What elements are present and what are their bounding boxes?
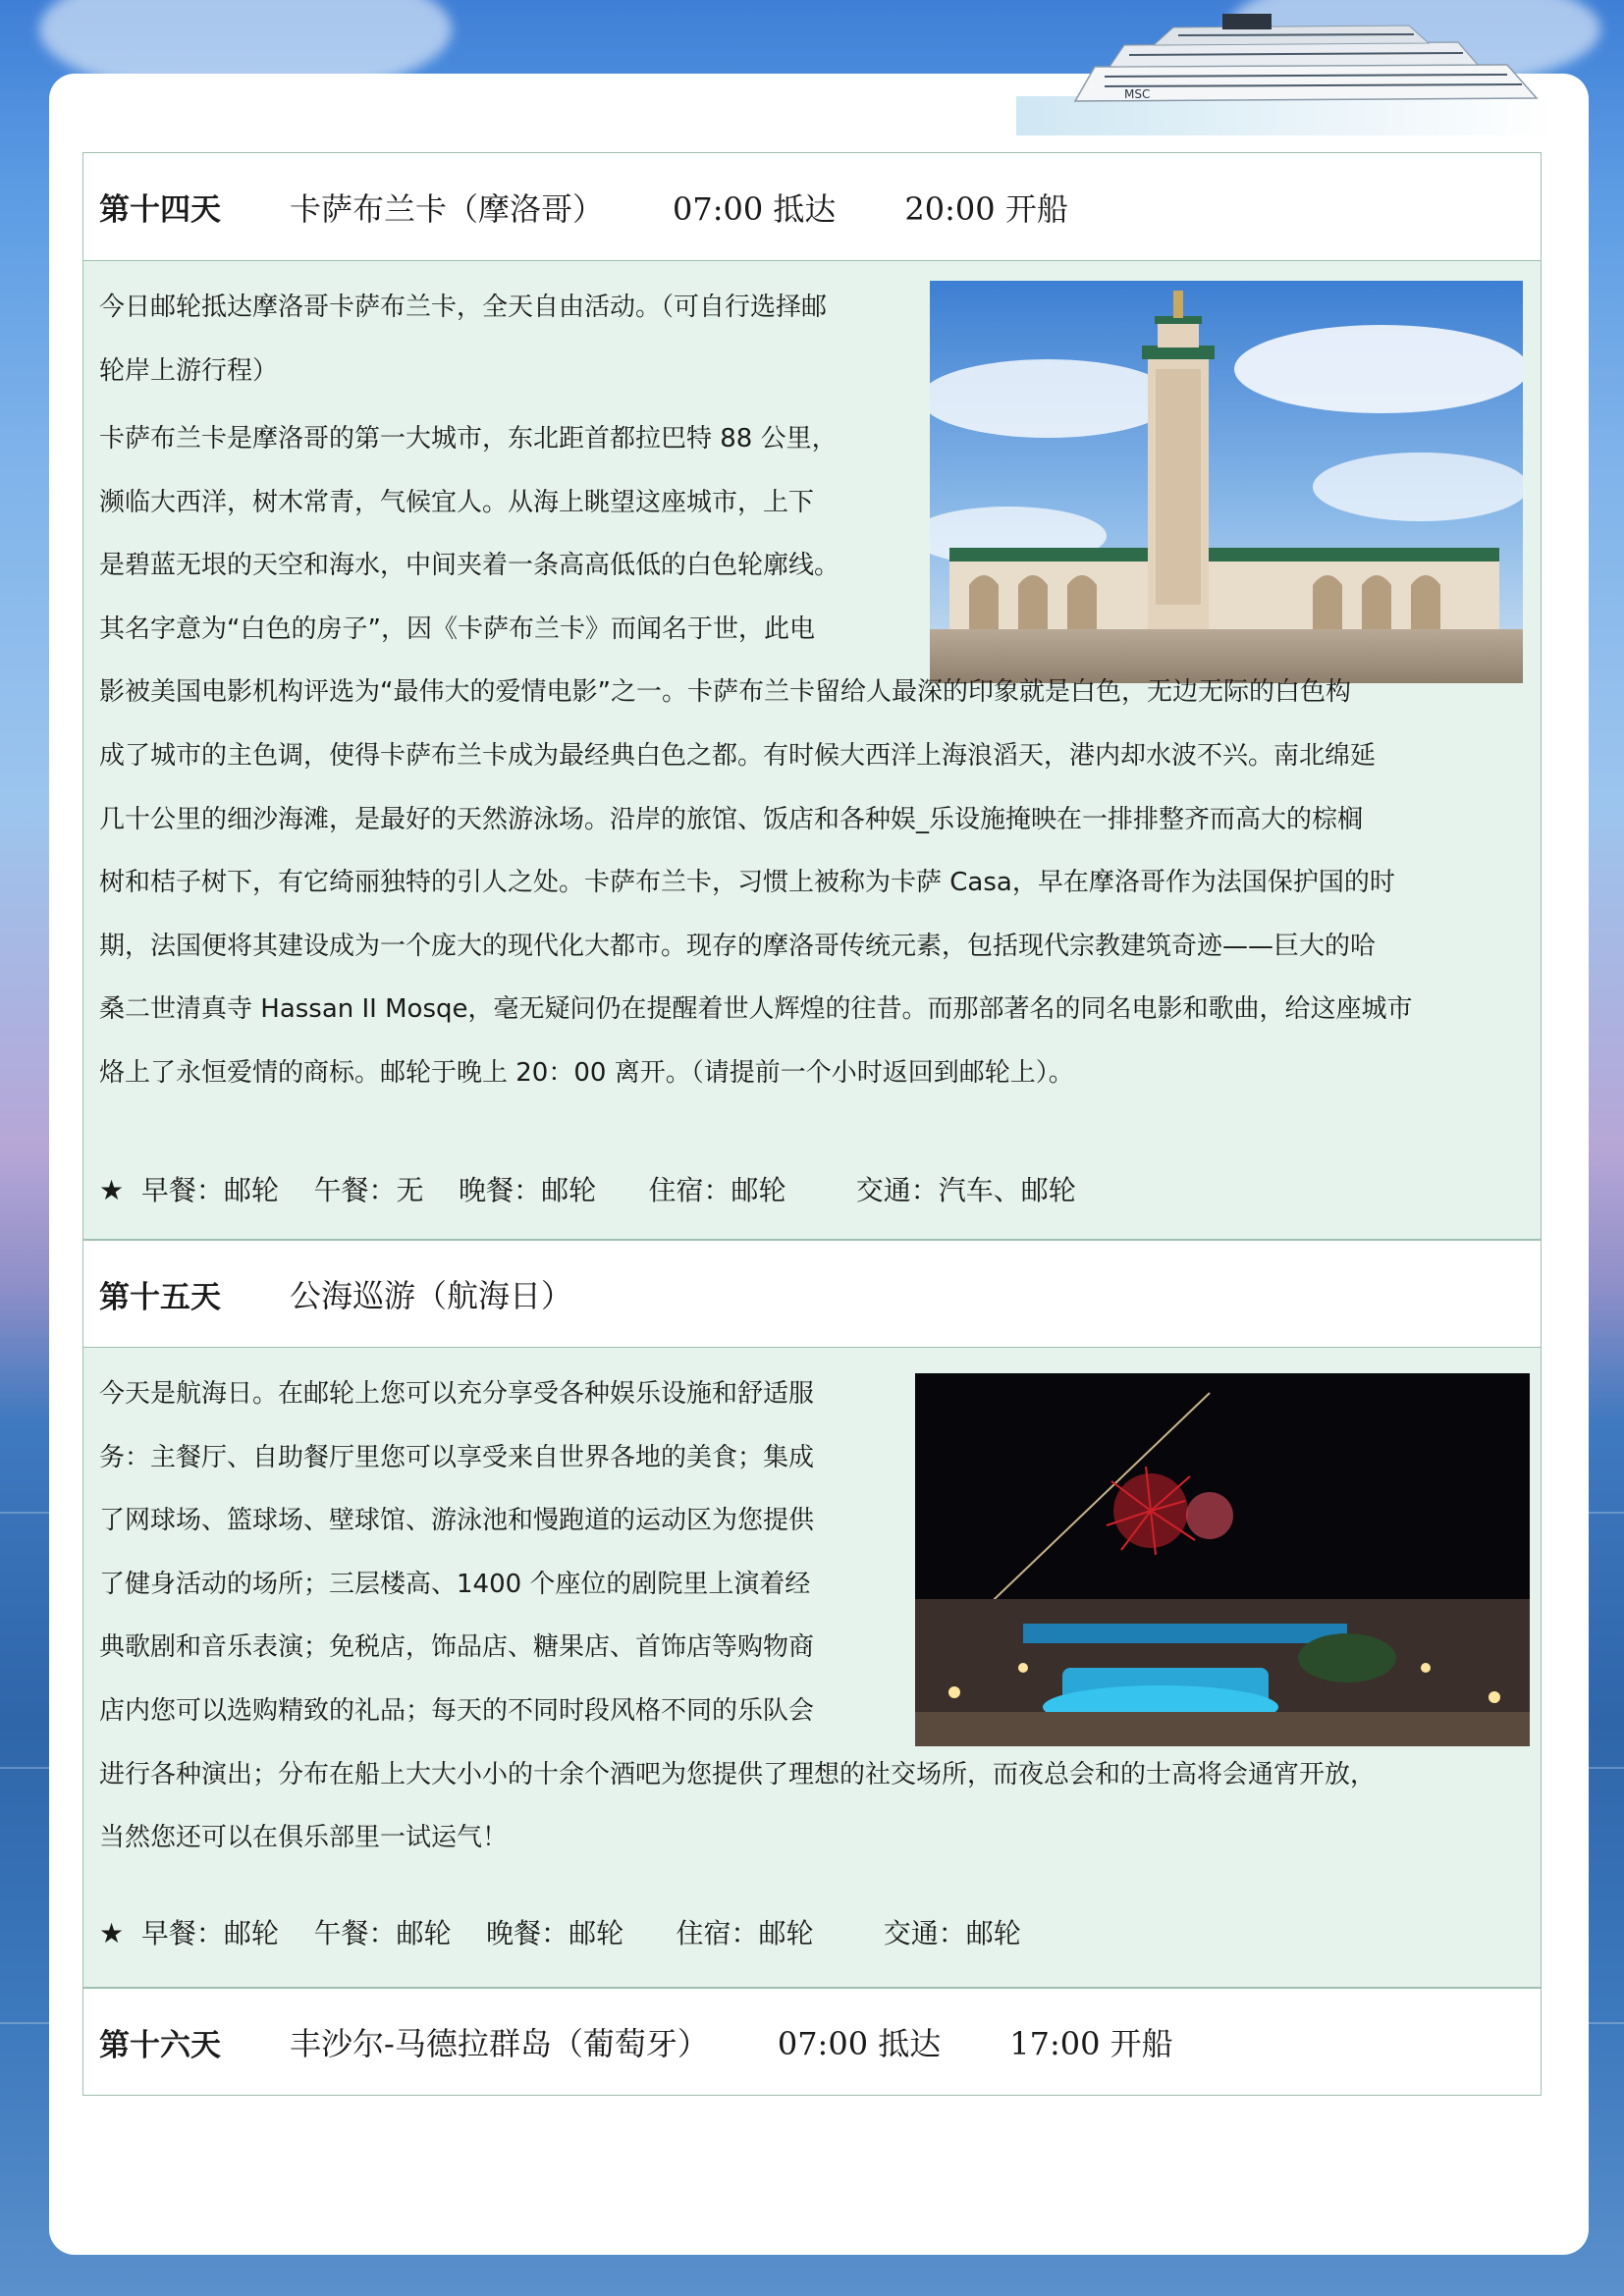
text-line: 其名字意为“白色的房子”，因《卡萨布兰卡》而闻名于世，此电 xyxy=(99,614,815,644)
text-line: 烙上了永恒爱情的商标。邮轮于晚上 20：00 离开。（请提前一个小时返回到邮轮上）。 xyxy=(99,1057,1074,1088)
day-number: 第十五天 xyxy=(99,1279,221,1315)
text-line: 濒临大西洋，树木常青，气候宜人。从海上眺望这座城市，上下 xyxy=(99,487,815,517)
meals-info: ★ 早餐：邮轮 午餐：无 晚餐：邮轮 住宿：邮轮 交通：汽车、邮轮 xyxy=(99,1174,1076,1206)
meals-info: ★ 早餐：邮轮 午餐：邮轮 晚餐：邮轮 住宿：邮轮 交通：邮轮 xyxy=(99,1917,1021,1949)
text-line: 店内您可以选购精致的礼品；每天的不同时段风格不同的乐队会 xyxy=(99,1695,815,1726)
port-name: 丰沙尔-马德拉群岛（葡萄牙） xyxy=(290,2025,709,2062)
text-line: 卡萨布兰卡是摩洛哥的第一大城市，东北距首都拉巴特 88 公里， xyxy=(99,424,838,454)
departure-time: 20:00 开船 xyxy=(904,189,1068,228)
port-name: 卡萨布兰卡（摩洛哥） xyxy=(290,189,605,228)
day-content xyxy=(82,1347,1542,1988)
day-content xyxy=(82,260,1542,1240)
text-line: 务：主餐厅、自助餐厅里您可以享受来自世界各地的美食；集成 xyxy=(99,1442,815,1472)
text-line: 轮岸上游行程） xyxy=(99,355,279,386)
text-line: 是碧蓝无垠的天空和海水，中间夹着一条高高低低的白色轮廓线。 xyxy=(99,551,840,581)
text-line: 典歌剧和音乐表演；免税店，饰品店、糖果店、首饰店等购物商 xyxy=(99,1632,815,1663)
port-name: 公海巡游（航海日） xyxy=(290,1277,573,1314)
text-line: 影被美国电影机构评选为“最伟大的爱情电影”之一。卡萨布兰卡留给人最深的印象就是白色，无边无际的白色构 xyxy=(99,677,1351,708)
day-header xyxy=(82,1988,1542,2096)
svg-text:MSC: MSC xyxy=(1124,87,1151,101)
day-number: 第十六天 xyxy=(99,2027,221,2063)
day-number: 第十四天 xyxy=(99,192,221,228)
text-line: 今日邮轮抵达摩洛哥卡萨布兰卡，全天自由活动。（可自行选择邮 xyxy=(99,293,828,322)
text-line: 树和桔子树下，有它绮丽独特的引人之处。卡萨布兰卡，习惯上被称为卡萨 Casa，早在摩洛哥作为法国保护国的时 xyxy=(99,868,1395,898)
day-header xyxy=(82,1240,1542,1348)
text-line: 期，法国便将其建设成为一个庞大的现代化大都市。现存的摩洛哥传统元素，包括现代宗教建筑奇迹——巨大的哈 xyxy=(99,931,1377,961)
text-line: 成了城市的主色调，使得卡萨布兰卡成为最经典白色之都。有时候大西洋上海浪滔天，港内却水波不兴。南北绵延 xyxy=(99,740,1377,771)
text-line: 当然您还可以在俱乐部里一试运气！ xyxy=(99,1823,509,1853)
arrival-time: 07:00 抵达 xyxy=(777,2025,942,2062)
cruise-ship-image xyxy=(1016,8,1556,135)
departure-time: 17:00 开船 xyxy=(1009,2025,1173,2062)
text-line: 今天是航海日。在邮轮上您可以充分享受各种娱乐设施和舒适服 xyxy=(99,1379,815,1409)
day-header xyxy=(82,152,1542,261)
text-line: 桑二世清真寺 Hassan II Mosqe，毫无疑问仍在提醒着世人辉煌的往昔。而那部著名的同名电影和歌曲，给这座城市 xyxy=(99,994,1413,1025)
arrival-time: 07:00 抵达 xyxy=(673,189,837,228)
text-line: 了健身活动的场所；三层楼高、1400 个座位的剧院里上演着经 xyxy=(99,1569,811,1599)
text-line: 进行各种演出；分布在船上大大小小的十余个酒吧为您提供了理想的社交场所，而夜总会和的士高将会通宵开放， xyxy=(99,1759,1377,1789)
text-line: 几十公里的细沙海滩，是最好的天然游泳场。沿岸的旅馆、饭店和各种娱_乐设施掩映在一排排整齐而高大的棕榈 xyxy=(99,804,1364,834)
text-line: 了网球场、篮球场、壁球馆、游泳池和慢跑道的运动区为您提供 xyxy=(99,1506,815,1536)
